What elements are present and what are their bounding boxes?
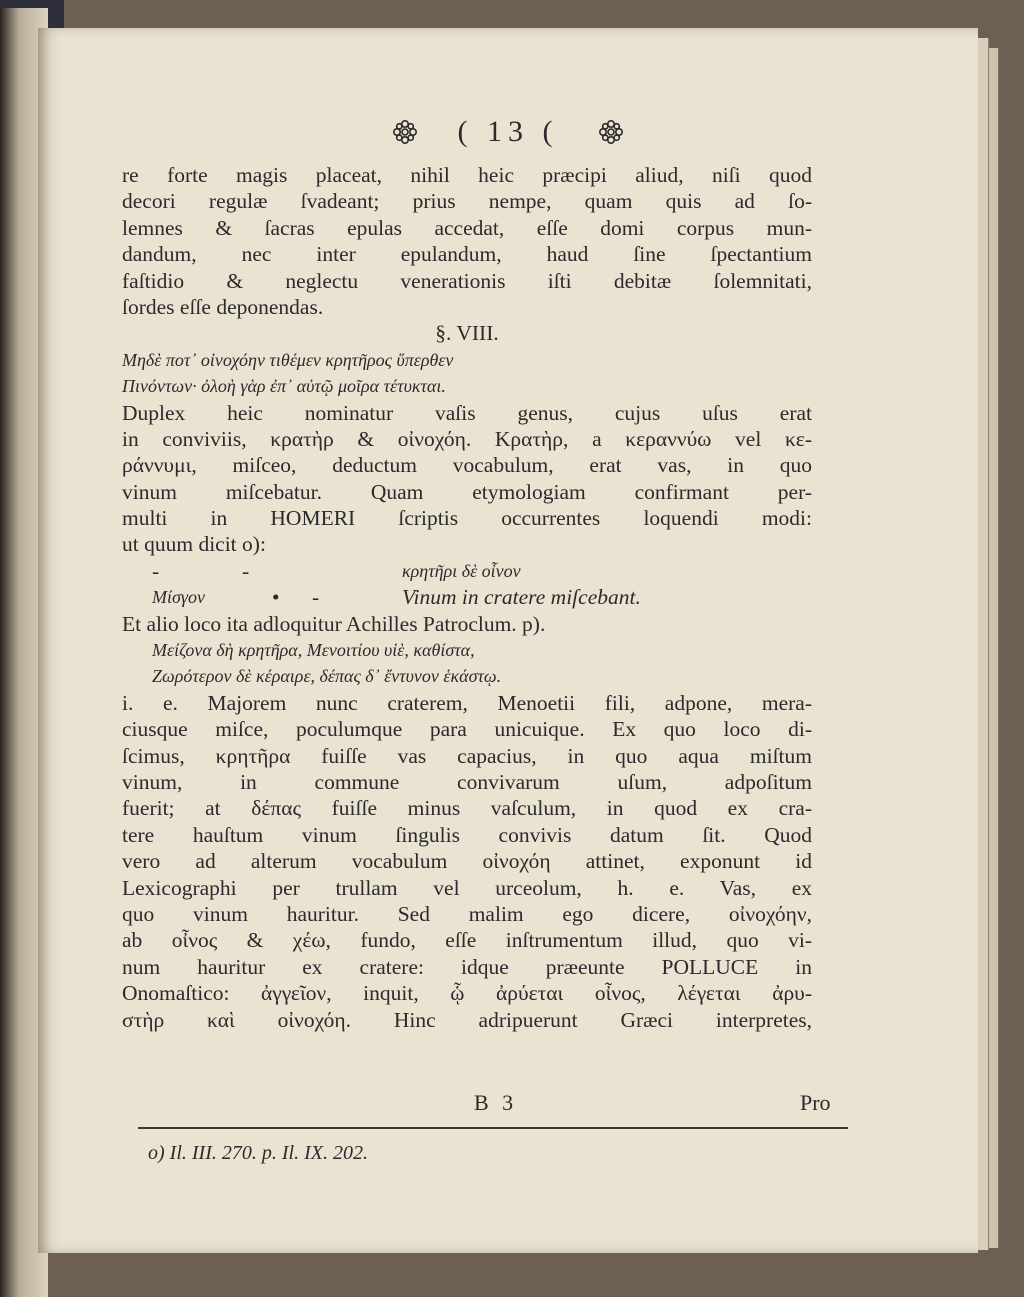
text-line: decori regulæ ſvadeant; prius nempe, quam quis ad ſo- [122,189,812,214]
text-line: vero ad alterum vocabulum οἰνοχόη attinet, exponunt id [122,849,812,874]
text-line: ſordes eſſe deponendas. [122,294,324,319]
text-line: στὴρ καὶ οἰνοχόη. Hinc adripuerunt Græci interpretes, [122,1007,812,1032]
text-line: num hauritur ex cratere: idque præeunte POLLUCE in [122,954,812,979]
verse-latin: Vinum in cratere miſcebant. [402,585,641,610]
flower-ornament-icon [392,119,418,145]
text-line: Duplex heic nominatur vaſis genus, cujus uſus erat [122,400,812,425]
greek-verse: Μείζονα δὴ κρητῆρα, Μενοιτίου υἱὲ, καθίστα, [152,640,475,661]
catchword: Pro [800,1090,831,1115]
verse-greek: Μίσγον [152,587,205,608]
text-line: in conviviis, κρατὴρ & οἰνοχόη. Κρατὴρ, a κεραννύω vel κε- [122,426,812,451]
text-line: multi in HOMERI ſcriptis occurrentes loquendi modi: [122,506,812,531]
verse-dash: - [312,585,320,610]
greek-verse: Πινόντων· ὀλοὴ γὰρ ἐπ᾽ αὐτῷ μοῖρα τέτυκται. [122,376,446,397]
verse-dash: - [152,558,160,583]
text-line: dandum, nec inter epulandum, haud ſine ſpectantium [122,242,812,267]
text-line: i. e. Majorem nunc craterem, Menoetii fili, adpone, mera- [122,690,812,715]
page-stack-edge [988,48,999,1248]
text-line: re forte magis placeat, nihil heic præcipi aliud, niſi quod [122,163,812,187]
page-header [38,112,978,152]
text-line: ab οἶνος & χέω, fundo, eſſe inſtrumentum illud, quo vi- [122,928,812,953]
text-line: ſcimus, κρητῆρα fuiſſe vas capacius, in quo aqua miſtum [122,743,812,768]
signature-mark: B 3 [474,1090,518,1115]
text-line: Onomaſtico: ἀγγεῖον, inquit, ᾧ ἀρύεται οἶνος, λέγεται ἀρυ- [122,981,812,1006]
verse-line [122,558,812,584]
verse-greek: κρητῆρι δὲ οἶνον [402,560,521,581]
text-line: ciusque miſce, poculumque para unicuique. Ex quo loco di- [122,717,812,742]
text-line: vinum, in commune convivarum uſum, adpoſitum [122,769,812,794]
footnote-rule [138,1127,848,1129]
verse-line [122,584,812,610]
text-line: lemnes & ſacras epulas accedat, eſſe domi corpus mun- [122,215,812,240]
page-number: ( 13 ( [457,115,559,148]
text-body [122,162,812,1033]
book-page [38,28,978,1253]
section-heading: §. VIII. [435,321,499,346]
text-line: ut quum dicit o): [122,532,266,557]
verse-dot: • [272,585,280,610]
verse-dash: - [242,558,250,583]
text-line: fuerit; at δέπας fuiſſe minus vaſculum, in quod ex cra- [122,796,812,821]
text-line: tere hauſtum vinum ſingulis convivis datum ſit. Quod [122,822,812,847]
text-line: quo vinum hauritur. Sed malim ego dicere, οἰνοχόην, [122,901,812,926]
greek-verse: Ζωρότερον δὲ κέραιρε, δέπας δ᾽ ἔντυνον ἑκάστῳ. [152,666,502,687]
text-line: ράννυμι, miſceo, deductum vocabulum, erat vas, in quo [122,453,812,478]
footnote: o) Il. III. 270. p. Il. IX. 202. [148,1142,368,1164]
flower-ornament-icon [598,119,624,145]
text-line: vinum miſcebatur. Quam etymologiam confirmant per- [122,479,812,504]
text-line: Lexicographi per trullam vel urceolum, h. e. Vas, ex [122,875,812,900]
text-line: faſtidio & neglectu venerationis iſti debitæ ſolemnitati, [122,268,812,293]
text-line: Et alio loco ita adloquitur Achilles Patroclum. p). [122,611,546,636]
greek-verse: Μηδὲ ποτ᾽ οἰνοχόην τιθέμεν κρητῆρος ὕπερθεν [122,349,454,370]
